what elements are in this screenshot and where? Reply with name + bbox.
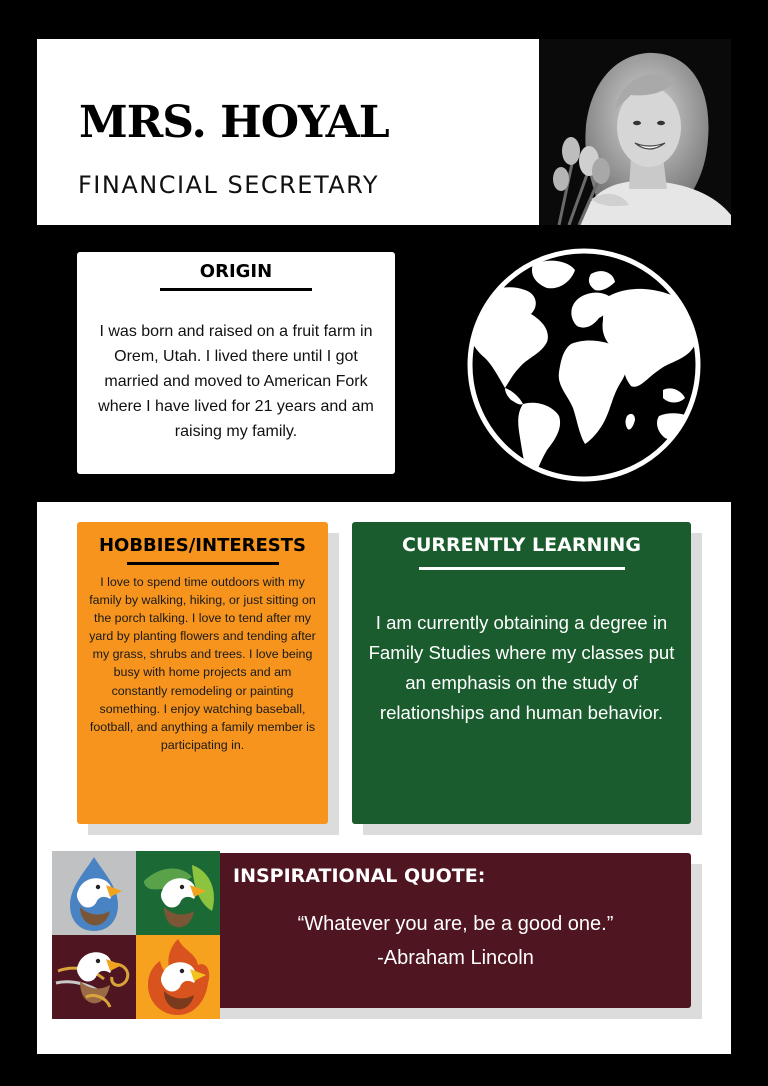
eagle-fire-icon <box>136 935 220 1019</box>
person-role: FINANCIAL SECRETARY <box>78 171 379 199</box>
quote-line: “Whatever you are, be a good one.” <box>297 913 614 935</box>
eagle-wind-icon <box>52 935 136 1019</box>
quote-card <box>220 853 691 1008</box>
person-name: MRS. HOYAL <box>79 97 389 148</box>
header-banner <box>37 39 539 225</box>
learning-title: CURRENTLY LEARNING <box>402 534 641 556</box>
globe-icon <box>463 244 705 486</box>
portrait-illustration <box>539 39 731 225</box>
mascot-grid <box>52 851 220 1019</box>
quote-author: -Abraham Lincoln <box>377 947 534 969</box>
hobbies-text: I love to spend time outdoors with my family by walking, hiking, or just sitting on the porch talking. I love to tend after my yard by planting flowers and tending after my grass, shrubs and trees. I love being busy with home projects and am constantly remodeling or painting something. I enjoy watching baseball, football, and anything a family member is participating in. <box>89 575 316 752</box>
quote-title: INSPIRATIONAL QUOTE: <box>233 865 486 887</box>
hobbies-card <box>77 522 328 824</box>
learning-title-underline <box>419 567 625 570</box>
origin-title-underline <box>160 288 312 291</box>
origin-title: ORIGIN <box>199 261 273 282</box>
learning-card <box>352 522 691 824</box>
portrait-photo <box>539 39 731 225</box>
hobbies-title: HOBBIES/INTERESTS <box>98 535 307 556</box>
learning-text: I am currently obtaining a degree in Family Studies where my classes put an emphasis on the study of relationships and human behavior. <box>368 612 675 723</box>
hobbies-title-underline <box>127 562 279 565</box>
origin-card <box>77 252 395 474</box>
eagle-water-icon <box>52 851 136 935</box>
origin-text: I was born and raised on a fruit farm in Orem, Utah. I lived there until I got married and moved to American Fork where I have lived for 21 years and am raising my family. <box>98 323 374 440</box>
eagle-leaf-icon <box>136 851 220 935</box>
